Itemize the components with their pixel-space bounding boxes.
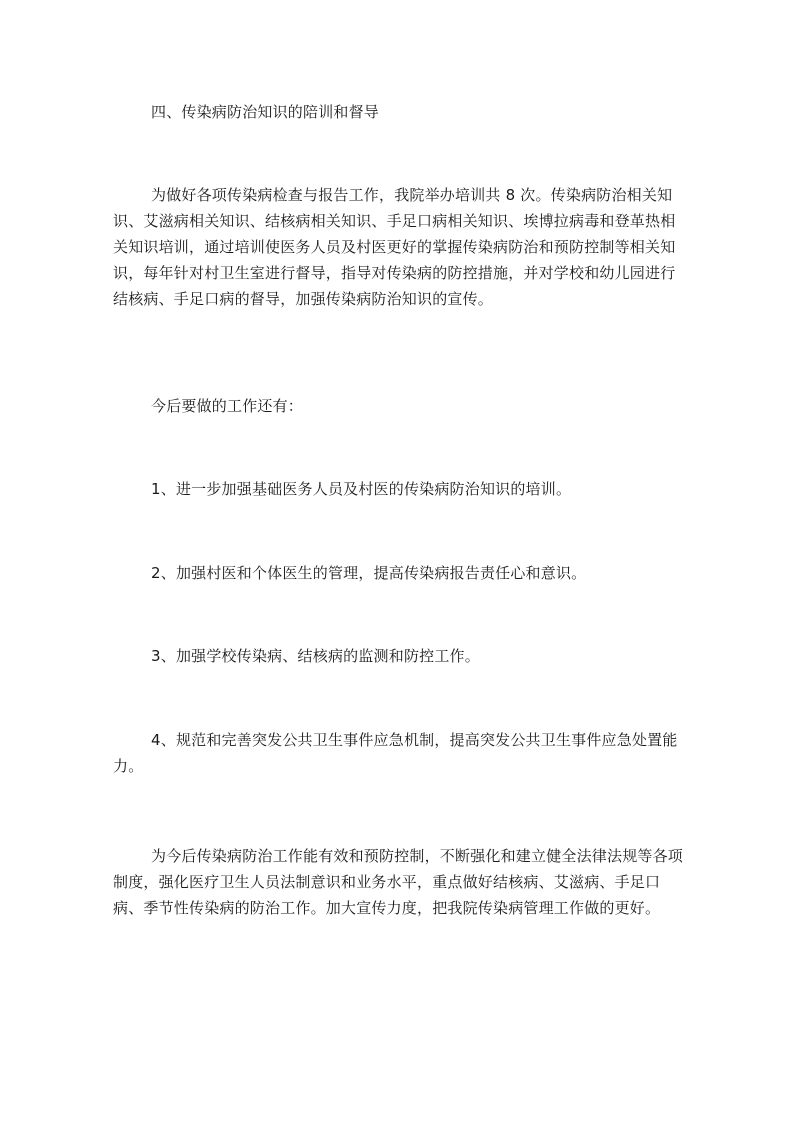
training-paragraph: 为做好各项传染病检查与报告工作，我院举办培训共 8 次。传染病防治相关知识、艾滋病相关知识、结核病相关知识、手足口病相关知识、埃博拉病毒和登革热相关知识培训，通过培训使医务人员及村医更好的掌握传染病防治和预防控制等相关知识，每年针对村卫生室进行督导，指导对传染病的防控措施，并对学校和幼儿园进行结核病、手足口病的督导，加强传染病防治知识的宣传。 (113, 186, 676, 308)
list-item: 4、规范和完善突发公共卫生事件应急机制，提高突发公共卫生事件应急处置能力。 (113, 731, 678, 775)
future-work-intro: 今后要做的工作还有： (151, 397, 304, 415)
list-item: 1、进一步加强基础医务人员及村医的传染病防治知识的培训。 (151, 480, 572, 498)
section-heading: 四、传染病防治知识的陪训和督导 (151, 103, 380, 121)
closing-paragraph: 为今后传染病防治工作能有效和预防控制，不断强化和建立健全法律法规等各项制度，强化医疗卫生人员法制意识和业务水平，重点做好结核病、艾滋病、手足口病、季节性传染病的防治工作。加大宣传力度，把我院传染病管理工作做的更好。 (113, 847, 684, 917)
list-item: 3、加强学校传染病、结核病的监测和防控工作。 (151, 647, 480, 665)
list-item: 2、加强村医和个体医生的管理，提高传染病报告责任心和意识。 (151, 564, 587, 582)
